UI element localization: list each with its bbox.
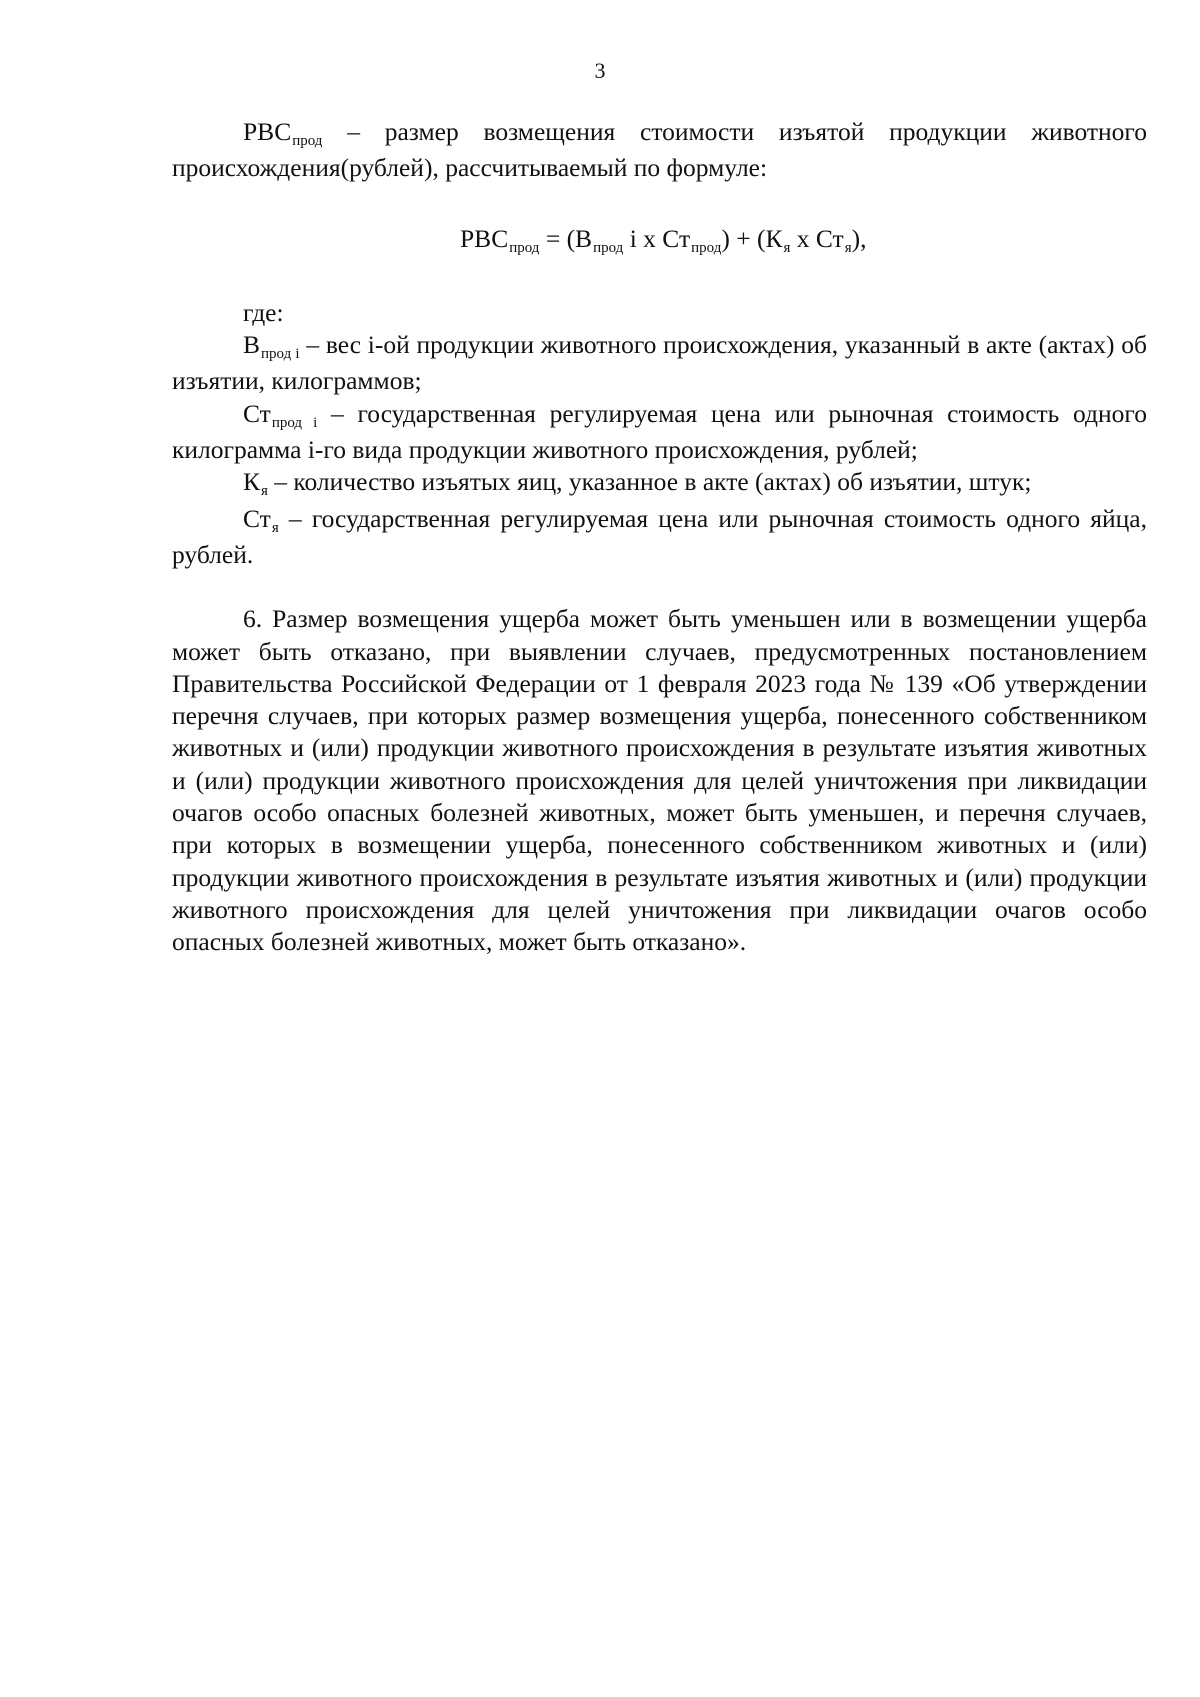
formula-sub: я [783, 239, 791, 256]
formula-sub: прод [509, 239, 540, 256]
formula-sub: прод [593, 239, 624, 256]
formula-part: = (В [539, 223, 593, 253]
definition-v [172, 329, 1147, 398]
subscript: я [261, 483, 268, 500]
formula-part: ) + (К [721, 223, 783, 253]
definition-st-ya [172, 503, 1147, 572]
formula-part: ), [851, 223, 867, 253]
paragraph-6: 6. Размер возмещения ущерба может быть уменьшен или в возмещении ущерба может быть отказано, при выявлении случаев, предусмотренных постановлением Правительства Российской Федерации от 1 февраля 2023 года № 139 «Об утверждении перечня случаев, при которых размер возмещения ущерба, понесенного собственником животных и (или) продукции животного происхождения в результате изъятия животных и (или) продукции животного происхождения для целей уничтожения при ликвидации очагов особо опасных болезней животных, может быть уменьшен, и перечня случаев, при которых в возмещении ущерба, понесенного собственником животных и (или) продукции животного происхождения в результате изъятия животных и (или) продукции животного происхождения для целей уничтожения при ликвидации очагов особо опасных болезней животных, может быть отказано». [172, 604, 1147, 957]
subscript: прод i [261, 346, 300, 363]
definition-text: – государственная регулируемая цена или рыночная стоимость одного килограмма i-го вида продукции животного происхождения, рублей; [172, 398, 1147, 465]
formula-lhs: РВС [460, 223, 509, 253]
definition-text: – размер возмещения стоимости изъятой продукции животного происхождения(рублей), рассчитываемый по формуле: [172, 117, 1147, 183]
formula [172, 223, 1147, 259]
symbol: В [243, 330, 261, 360]
subscript: прод [292, 133, 323, 149]
definition-st [172, 398, 1147, 467]
formula-sub: я [844, 239, 852, 256]
page-number: 3 [594, 58, 606, 83]
formula-part: i х Ст [623, 223, 691, 253]
symbol: Ст [243, 398, 271, 428]
symbol: К [243, 467, 261, 497]
definition-text: – государственная регулируемая цена или рыночная стоимость одного яйца, рублей. [172, 503, 1147, 569]
formula-sub: прод [691, 239, 722, 256]
subscript: я [271, 519, 279, 536]
paragraph-gap [172, 571, 1147, 603]
symbol: Ст [243, 503, 271, 533]
definition-text: – вес i-ой продукции животного происхождения, указанный в акте (актах) об изъятии, килограммов; [172, 330, 1147, 396]
definition-rvs [172, 116, 1147, 185]
where-label: где: [243, 297, 284, 327]
symbol: РВС [243, 117, 292, 146]
definition-text: – количество изъятых яиц, указанное в акте (актах) об изъятии, штук; [267, 467, 1032, 497]
definition-k [172, 466, 1147, 502]
document-body [172, 116, 1147, 959]
formula-part: х Ст [790, 223, 844, 253]
subscript: прод i [271, 414, 318, 431]
